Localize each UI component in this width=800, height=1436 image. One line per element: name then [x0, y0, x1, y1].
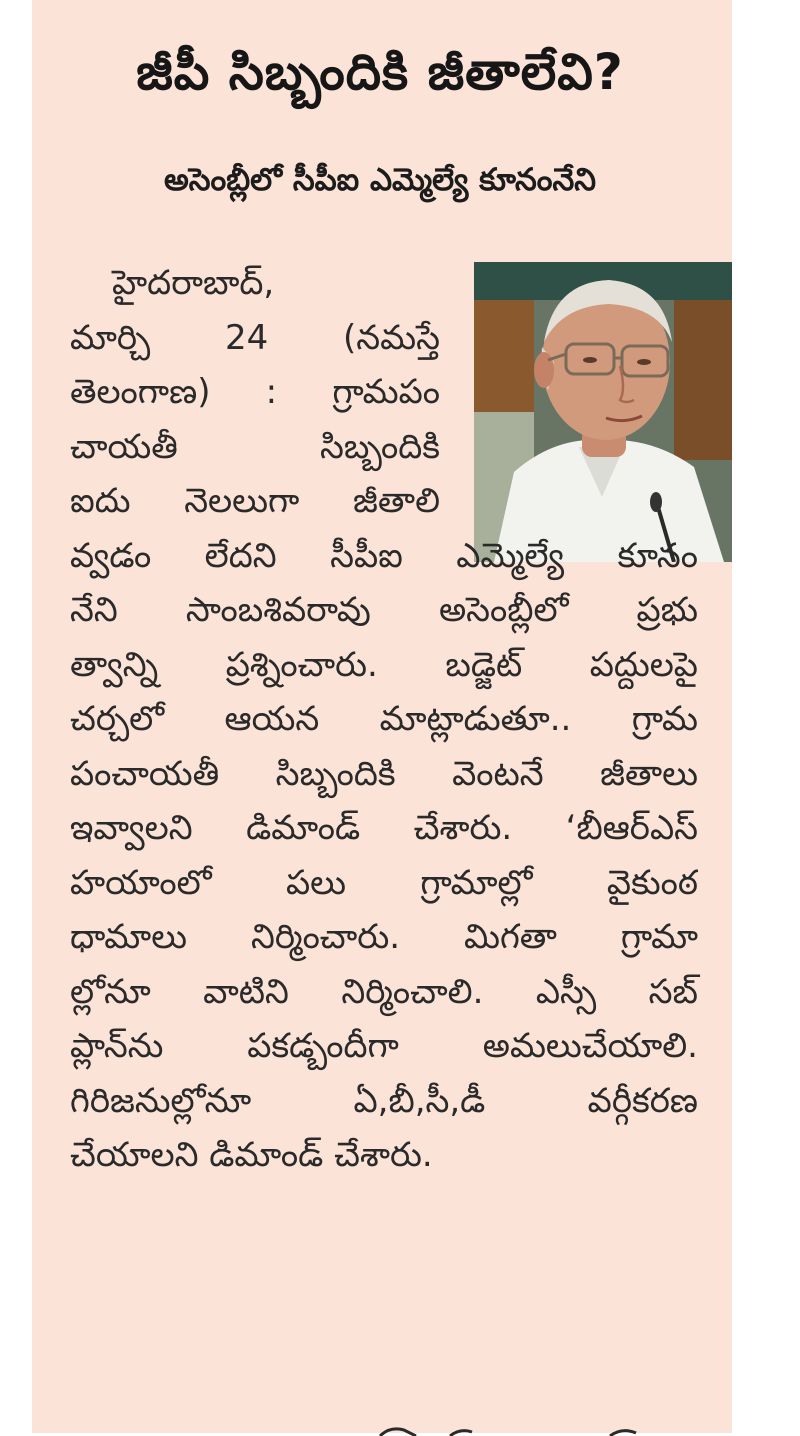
cropped-text-fragment [360, 1424, 680, 1436]
margin [732, 0, 800, 1433]
body-line: చర్చలో ఆయన మాట్లాడుతూ.. గ్రామ [70, 699, 698, 739]
body-line: పంచాయతీ సిబ్బందికి వెంటనే జీతాలు [70, 753, 698, 794]
body-line: హైదరాబాద్, [112, 263, 275, 303]
body-line: నేని సాంబశివరావు అసెంబ్లీలో ప్రభు [70, 590, 698, 630]
body-line: చేయాలని డిమాండ్ చేశారు. [70, 1135, 433, 1175]
body-line: మార్చి 24 (నమస్తే [70, 317, 440, 358]
body-line: హయాంలో పలు గ్రామాల్లో వైకుంఠ [70, 862, 698, 903]
body-line: ఐదు నెలలుగా జీతాలి [70, 481, 440, 521]
body-line: త్వాన్ని ప్రశ్నించారు. బడ్జెట్ పద్దులపై [70, 644, 698, 685]
body-line: తెలంగాణ) : గ్రామపం [70, 372, 440, 412]
body-line: వ్వడం లేదని సీపీఐ ఎమ్మెల్యే కూనం [70, 535, 698, 576]
body-line: ల్లోనూ వాటిని నిర్మించాలి. ఎస్సీ సబ్ [70, 971, 698, 1012]
body-line: ప్లాన్‌ను పకడ్బందీగా అమలుచేయాలి. [70, 1026, 698, 1066]
body-line: ధామాలు నిర్మించారు. మిగతా గ్రామా [70, 917, 698, 957]
body-line: గిరిజనుల్లోనూ ఏ,బీ,సీ,డీ వర్గీకరణ [70, 1080, 698, 1121]
article-headline: జీపీ సిబ్బందికి జీతాలేవి? [136, 43, 624, 101]
article-subheadline: అసెంబ్లీలో సీపీఐ ఎమ్మెల్యే కూనంనేని [163, 162, 597, 198]
body-line: చాయతీ సిబ్బందికి [70, 426, 440, 467]
article-body [70, 256, 698, 1183]
body-line: ఇవ్వాలని డిమాండ్ చేశారు. ‘బీఆర్ఎస్ [70, 808, 698, 848]
